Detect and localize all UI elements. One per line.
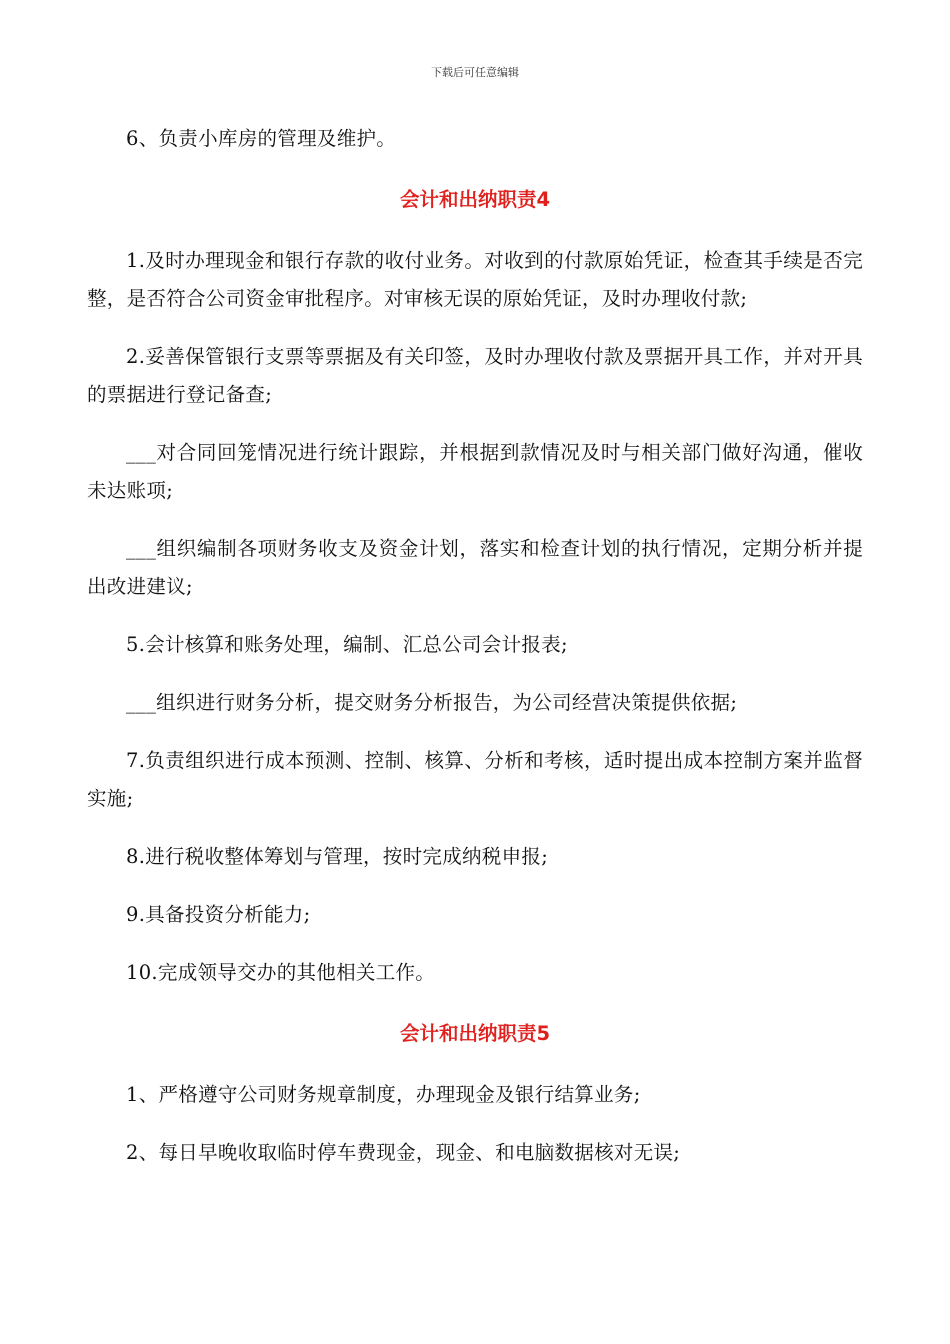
page-header: 下载后可任意编辑	[431, 66, 519, 79]
paragraph-6-inventory: 6、负责小库房的管理及维护。	[126, 127, 397, 150]
section-heading-5: 会计和出纳职责5	[399, 1022, 551, 1045]
paragraph-item-4: ___组织编制各项财务收支及资金计划，落实和检查计划的执行情况，定期分析并提出改进建议;	[87, 537, 863, 598]
paragraph-item-5: 5.会计核算和账务处理，编制、汇总公司会计报表;	[126, 633, 568, 656]
paragraph-item-8: 8.进行税收整体筹划与管理，按时完成纳税申报;	[126, 845, 549, 868]
paragraph-duty-2: 2、每日早晚收取临时停车费现金，现金、和电脑数据核对无误;	[126, 1141, 681, 1164]
paragraph-item-7: 7.负责组织进行成本预测、控制、核算、分析和考核，适时提出成本控制方案并监督实施;	[87, 749, 863, 810]
section-heading-4: 会计和出纳职责4	[399, 188, 551, 211]
paragraph-item-9: 9.具备投资分析能力;	[126, 903, 311, 926]
paragraph-item-10: 10.完成领导交办的其他相关工作。	[126, 961, 436, 984]
paragraph-item-1: 1.及时办理现金和银行存款的收付业务。对收到的付款原始凭证，检查其手续是否完整，是否符合公司资金审批程序。对审核无误的原始凭证，及时办理收付款;	[87, 249, 863, 310]
paragraph-duty-1: 1、严格遵守公司财务规章制度，办理现金及银行结算业务;	[126, 1083, 641, 1106]
paragraph-item-2: 2.妥善保管银行支票等票据及有关印签，及时办理收付款及票据开具工作，并对开具的票据进行登记备查;	[87, 345, 863, 406]
paragraph-item-3: ___对合同回笼情况进行统计跟踪，并根据到款情况及时与相关部门做好沟通，催收未达账项;	[87, 441, 863, 502]
paragraph-item-6: ___组织进行财务分析，提交财务分析报告，为公司经营决策提供依据;	[126, 691, 738, 714]
document-body	[87, 120, 863, 1172]
